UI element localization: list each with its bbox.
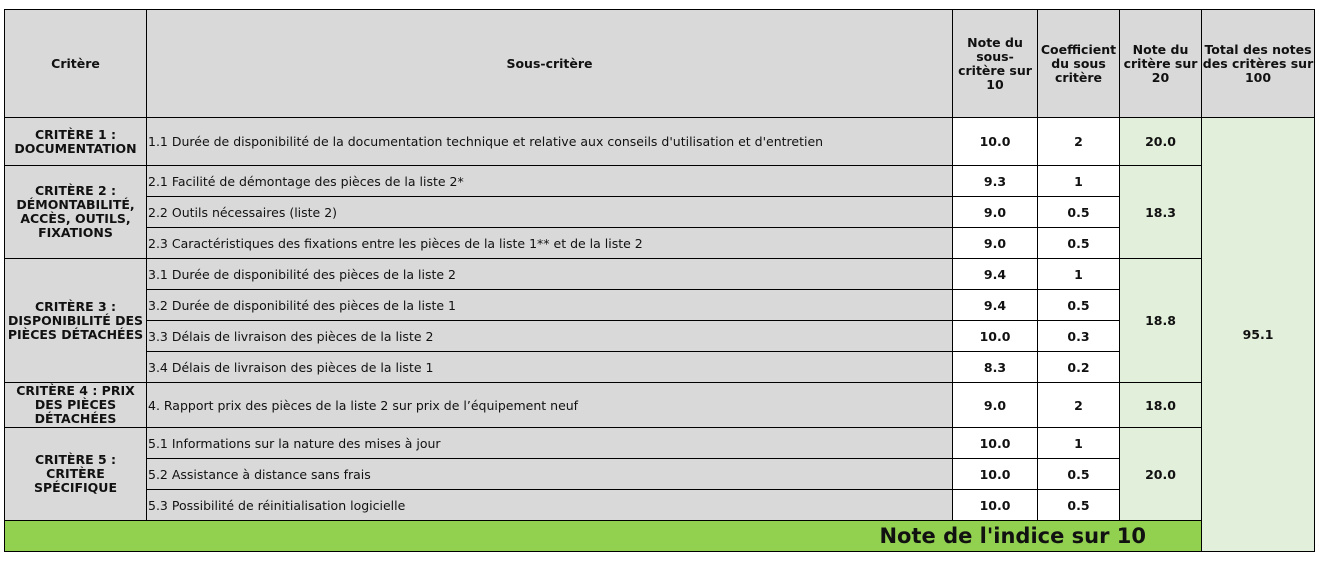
sub-criterion-label: 1.1 Durée de disponibilité de la documentation technique et relative aux conseils d'utilisation et d'entretien bbox=[147, 118, 953, 166]
sub-criterion-label: 4. Rapport prix des pièces de la liste 2 sur prix de l’équipement neuf bbox=[147, 383, 953, 428]
sub-criterion-coef: 1 bbox=[1038, 428, 1120, 459]
criterion-label: CRITÈRE 5 : CRITÈRE SPÉCIFIQUE bbox=[5, 428, 147, 521]
criterion-label-clip bbox=[5, 383, 146, 427]
sub-criterion-label: 3.3 Délais de livraison des pièces de la liste 2 bbox=[147, 321, 953, 352]
sub-criterion-note: 9.0 bbox=[953, 197, 1038, 228]
sub-criterion-label: 2.1 Facilité de démontage des pièces de la liste 2* bbox=[147, 166, 953, 197]
header-coefficient: Coefficient du sous critère bbox=[1038, 10, 1120, 118]
table-row bbox=[5, 321, 1315, 352]
table-row bbox=[5, 259, 1315, 290]
criterion-score: 18.8 bbox=[1120, 259, 1202, 383]
sub-criterion-note: 9.0 bbox=[953, 228, 1038, 259]
criterion-label-cell bbox=[5, 383, 147, 428]
sub-criterion-label: 2.3 Caractéristiques des fixations entre les pièces de la liste 1** et de la liste 2 bbox=[147, 228, 953, 259]
criterion-label: CRITÈRE 2 : DÉMONTABILITÉ, ACCÈS, OUTILS, FIXATIONS bbox=[5, 166, 147, 259]
sub-criterion-label: 5.1 Informations sur la nature des mises à jour bbox=[147, 428, 953, 459]
table-row bbox=[5, 228, 1315, 259]
sub-criterion-note: 10.0 bbox=[953, 321, 1038, 352]
sub-criterion-note: 10.0 bbox=[953, 118, 1038, 166]
sub-criterion-note: 9.0 bbox=[953, 383, 1038, 428]
sub-criterion-coef: 2 bbox=[1038, 118, 1120, 166]
sub-criterion-note: 9.4 bbox=[953, 259, 1038, 290]
criterion-score: 20.0 bbox=[1120, 118, 1202, 166]
criterion-score: 18.0 bbox=[1120, 383, 1202, 428]
header-note-critere: Note du critère sur 20 bbox=[1120, 10, 1202, 118]
criterion-label: CRITÈRE 4 : PRIX DES PIÈCES DÉTACHÉES bbox=[16, 383, 135, 426]
repairability-table-container bbox=[4, 9, 1315, 552]
criterion-score: 18.3 bbox=[1120, 166, 1202, 259]
table-row bbox=[5, 166, 1315, 197]
sub-criterion-note: 10.0 bbox=[953, 428, 1038, 459]
table-row bbox=[5, 197, 1315, 228]
sub-criterion-note: 10.0 bbox=[953, 459, 1038, 490]
sub-criterion-label: 3.1 Durée de disponibilité des pièces de la liste 2 bbox=[147, 259, 953, 290]
total-score: 95.1 bbox=[1202, 118, 1315, 552]
sub-criterion-coef: 0.5 bbox=[1038, 490, 1120, 521]
header-sous-critere: Sous-critère bbox=[147, 10, 953, 118]
sub-criterion-coef: 1 bbox=[1038, 166, 1120, 197]
table-row bbox=[5, 290, 1315, 321]
sub-criterion-coef: 0.2 bbox=[1038, 352, 1120, 383]
criterion-label: CRITÈRE 3 : DISPONIBILITÉ DES PIÈCES DÉTACHÉES bbox=[5, 259, 147, 383]
header-critere: Critère bbox=[5, 10, 147, 118]
sub-criterion-label: 3.4 Délais de livraison des pièces de la liste 1 bbox=[147, 352, 953, 383]
table-row bbox=[5, 118, 1315, 166]
sub-criterion-label: 5.3 Possibilité de réinitialisation logicielle bbox=[147, 490, 953, 521]
sub-criterion-label: 3.2 Durée de disponibilité des pièces de la liste 1 bbox=[147, 290, 953, 321]
sub-criterion-coef: 2 bbox=[1038, 383, 1120, 428]
sub-criterion-coef: 0.5 bbox=[1038, 197, 1120, 228]
sub-criterion-coef: 0.3 bbox=[1038, 321, 1120, 352]
footer-row bbox=[5, 521, 1315, 552]
sub-criterion-label: 5.2 Assistance à distance sans frais bbox=[147, 459, 953, 490]
sub-criterion-coef: 0.5 bbox=[1038, 290, 1120, 321]
header-row bbox=[5, 10, 1315, 118]
sub-criterion-coef: 0.5 bbox=[1038, 228, 1120, 259]
sub-criterion-coef: 0.5 bbox=[1038, 459, 1120, 490]
sub-criterion-note: 9.3 bbox=[953, 166, 1038, 197]
header-note-sous-critere: Note du sous-critère sur 10 bbox=[953, 10, 1038, 118]
repairability-score-table bbox=[4, 9, 1315, 552]
table-row bbox=[5, 490, 1315, 521]
sub-criterion-note: 10.0 bbox=[953, 490, 1038, 521]
table-row bbox=[5, 428, 1315, 459]
table-row bbox=[5, 459, 1315, 490]
table-row bbox=[5, 383, 1315, 428]
header-total: Total des notes des critères sur 100 bbox=[1202, 10, 1315, 118]
sub-criterion-coef: 1 bbox=[1038, 259, 1120, 290]
index-label: Note de l'indice sur 10 bbox=[5, 521, 1202, 552]
table-row bbox=[5, 352, 1315, 383]
sub-criterion-label: 2.2 Outils nécessaires (liste 2) bbox=[147, 197, 953, 228]
sub-criterion-note: 9.4 bbox=[953, 290, 1038, 321]
criterion-label: CRITÈRE 1 : DOCUMENTATION bbox=[5, 118, 147, 166]
sub-criterion-note: 8.3 bbox=[953, 352, 1038, 383]
criterion-score: 20.0 bbox=[1120, 428, 1202, 521]
